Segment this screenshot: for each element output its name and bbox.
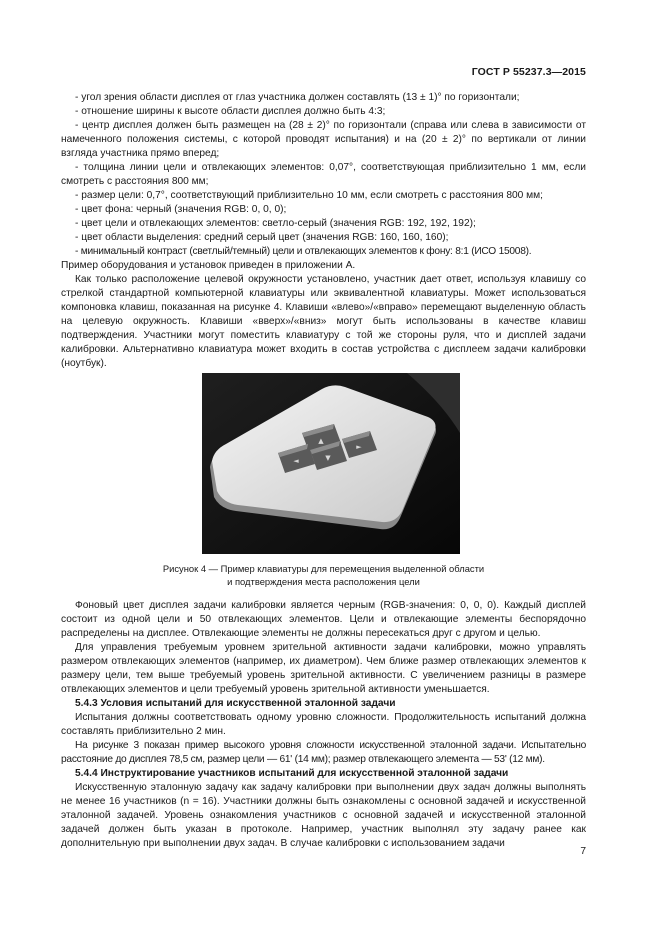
block2-paragraph: Искусственную эталонную задачу как задачу калибровки при выполнении двух задач должны выполнять не менее 16 участников (n = 16). Участники должны быть ознакомлены с основной задачей и искусственной эталонной задачей. Уровень ознакомления участников с основной задачей и искусственной эталонной задачей должен быть указан в протоколе. Например, участник выполнял эту задачу ранее как дополнительную при выполнении двух задач. В случае калибровки с использованием задачи	[61, 782, 586, 849]
block2-paragraph: На рисунке 3 показан пример высокого уровня сложности искусственной эталонной задачи. Испытательно расстояние до дисплея 78,5 см, размер цели — 61' (14 мм); размер отвлекающего элемента — 53' (12 мм).	[61, 740, 586, 765]
block1-paragraph: - цвет цели и отвлекающих элементов: светло-серый (значения RGB: 192, 192, 192);	[75, 218, 476, 229]
block2-paragraph: Фоновый цвет дисплея задачи калибровки является черным (RGB-значения: 0, 0, 0). Каждый дисплей состоит из одной цели и 50 отвлекающих элементов. Цели и отвлекающие элементы беспорядочно распределены на дисплее. Отвлекающие элементы не должны пересекаться друг с другом и целью.	[61, 600, 586, 639]
text-block-section-5-4	[61, 599, 586, 851]
standard-header: ГОСТ Р 55237.3—2015	[471, 66, 586, 78]
keyboard-photo-illustration	[202, 373, 460, 554]
figure-caption-line-2: и подтверждения места расположения цели	[227, 576, 420, 587]
figure-4-caption	[61, 562, 586, 588]
block2-paragraph: Испытания должны соответствовать одному уровню сложности. Продолжительность испытаний должна составлять приблизительно 2 мин.	[61, 712, 586, 737]
text-block-requirements	[61, 91, 586, 371]
key-up-label: ▲	[318, 437, 324, 445]
key-right-label: ►	[356, 443, 362, 451]
figure-caption-line-1: Рисунок 4 — Пример клавиатуры для перемещения выделенной области	[162, 563, 485, 574]
page-number: 7	[580, 846, 586, 857]
key-down-label: ▼	[325, 454, 331, 462]
block1-paragraph: - цвет области выделения: средний серый цвет (значения RGB: 160, 160, 160);	[75, 232, 449, 243]
block1-paragraph: - толщина линии цели и отвлекающих элементов: 0,07°, соответствующая приблизительно 1 мм, если смотреть с расстояния 800 мм;	[61, 162, 586, 187]
key-left-label: ◄	[293, 457, 299, 465]
block1-paragraph: Как только расположение целевой окружности установлено, участник дает ответ, используя клавишу со стрелкой стандартной компьютерной клавиатуры или эквивалентной клавиатуры. Может использоваться компоновка клавиш, показанная на рисунке 4. Клавиши «влево»/«вправо» перемещают выделенную область на целевую окружность. Клавиши «вверх»/«вниз» могут быть использованы в качестве клавиш подтверждения. Участники могут поместить клавиатуру с той же стороны руля, что и дисплей задачи калибровки. Альтернативно клавиатура может входить в состав устройства с дисплеем задачи калибровки (ноутбук).	[61, 274, 586, 369]
block2-paragraph: 5.4.3 Условия испытаний для искусственной эталонной задачи	[75, 698, 396, 709]
block2-paragraph: 5.4.4 Инструктирование участников испытаний для искусственной эталонной задачи	[75, 768, 509, 779]
block1-paragraph: - размер цели: 0,7°, соответствующий приблизительно 10 мм, если смотреть с расстояния 800 мм;	[75, 190, 544, 201]
block1-paragraph: Пример оборудования и установок приведен в приложении А.	[61, 260, 356, 271]
figure-4-keyboard-photo	[202, 373, 460, 554]
block1-paragraph: - центр дисплея должен быть размещен на (28 ± 2)° по горизонтали (справа или слева в зависимости от намеченного положения системы, с которой проводят испытания) и на (20 ± 2)° по вертикали от линии взгляда участника прямо вперед;	[61, 120, 586, 159]
block1-paragraph: - цвет фона: черный (значения RGB: 0, 0, 0);	[75, 204, 287, 215]
block1-paragraph: - отношение ширины к высоте области дисплея должно быть 4:3;	[75, 106, 386, 117]
block1-paragraph: - минимальный контраст (светлый/темный) цели и отвлекающих элементов к фону: 8:1 (ИСО 15008).	[75, 246, 532, 257]
block2-paragraph: Для управления требуемым уровнем зрительной активности задачи калибровки, можно управлять размером отвлекающих элементов (например, их диаметром). Чем ближе размер отвлекающих элементов к размеру цели, тем выше требуемый уровень зрительной активности. С увеличением разницы в размере отвлекающих элементов и цели требуемый уровень зрительной активности уменьшается.	[61, 642, 586, 695]
block1-paragraph: - угол зрения области дисплея от глаз участника должен составлять (13 ± 1)° по горизонтали;	[75, 92, 520, 103]
